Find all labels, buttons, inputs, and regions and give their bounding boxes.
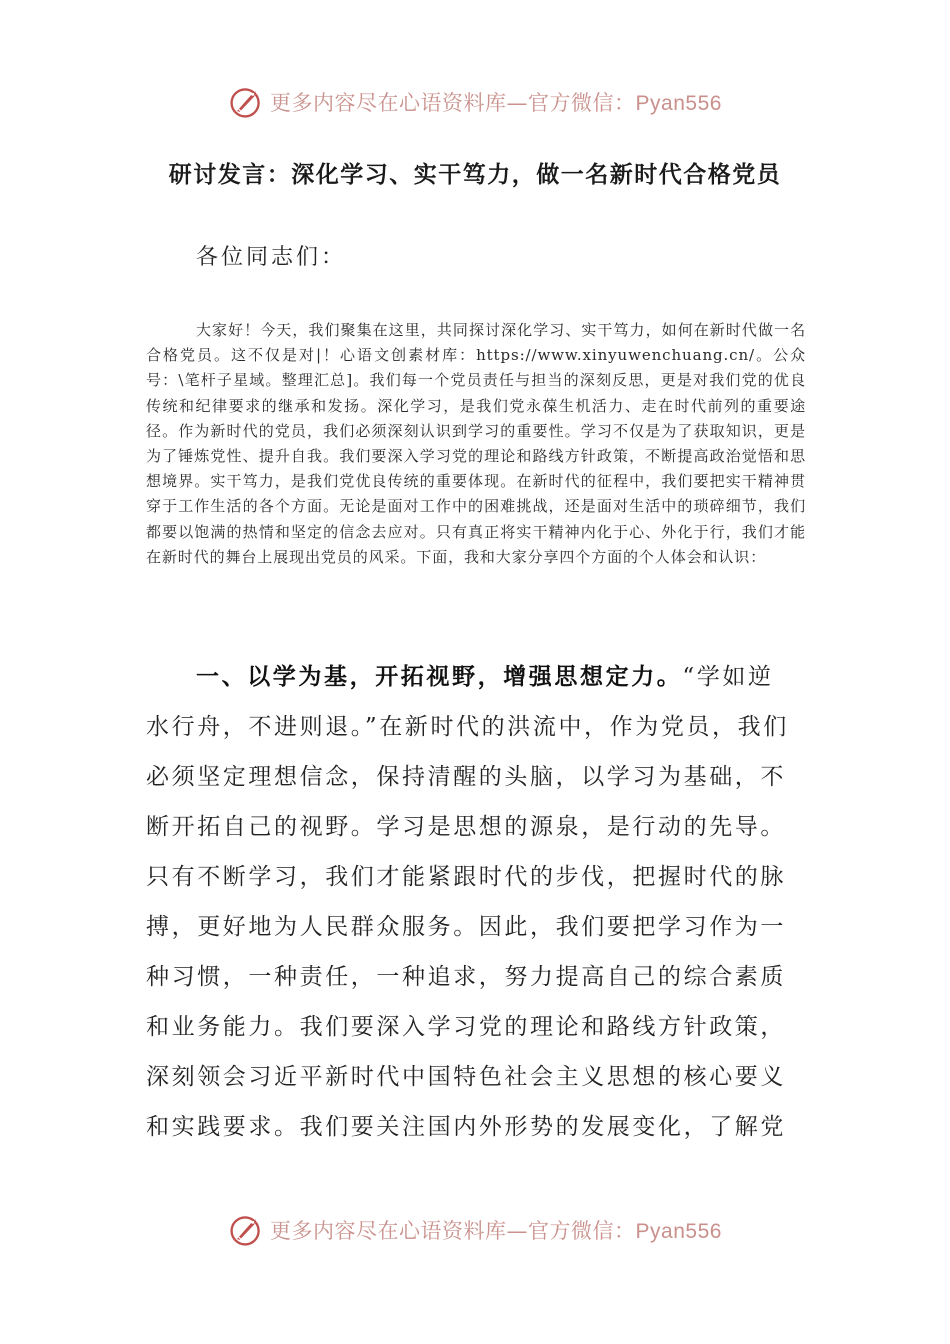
wechat-id: Pyan556 [635,1220,722,1243]
banner-text: 更多内容尽在心语资料库—官方微信：Pyan556 [270,1219,722,1243]
section-1-paragraph [146,652,796,1152]
footer-banner [0,1210,950,1250]
document-title: 研讨发言：深化学习、实干笃力，做一名新时代合格党员 [168,161,782,188]
pen-logo-icon [228,84,264,120]
section-1-body: “学如逆水行舟，不进则退。”在新时代的洪流中，作为党员，我们必须坚定理想信念，保持清醒的头脑，以学习为基础，不断开拓自己的视野。学习是思想的源泉，是行动的先导。只有不断学习，我们才能紧跟时代的步伐，把握时代的脉搏，更好地为人民群众服务。因此，我们要把学习作为一种习惯，一种责任，一种追求，努力提高自己的综合素质和业务能力。我们要深入学习党的理论和路线方针政策，深刻领会习近平新时代中国特色社会主义思想的核心要义和实践要求。我们要关注国内外形势的发展变化，了解党 [146,664,789,1140]
wechat-id: Pyan556 [635,92,722,115]
pen-logo-icon [228,1212,264,1248]
section-1-heading: 一、以学为基，开拓视野，增强思想定力。 [196,663,683,690]
greeting: 各位同志们： [196,245,347,270]
intro-paragraph: 大家好！今天，我们聚集在这里，共同探讨深化学习、实干笃力，如何在新时代做一名合格党员。这不仅是对|！心语文创素材库：https://www.xinyuwenchuang.cn/。公众号：\笔杆子星域。整理汇总]。我们每一个党员责任与担当的深刻反思，更是对我们党的优良传统和纪律要求的继承和发扬。深化学习，是我们党永葆生机活力、走在时代前列的重要途径。作为新时代的党员，我们必须深刻认识到学习的重要性。学习不仅是为了获取知识，更是为了锤炼党性、提升自我。我们要深入学习党的理论和路线方针政策，不断提高政治觉悟和思想境界。实干笃力，是我们党优良传统的重要体现。在新时代的征程中，我们要把实干精神贯穿于工作生活的各个方面。无论是面对工作中的困难挑战，还是面对生活中的琐碎细节，我们都要以饱满的热情和坚定的信念去应对。只有真正将实干精神内化于心、外化于行，我们才能在新时代的舞台上展现出党员的风采。下面，我和大家分享四个方面的个人体会和认识： [146,321,806,566]
banner-text: 更多内容尽在心语资料库—官方微信：Pyan556 [270,91,722,115]
header-banner [0,82,950,122]
